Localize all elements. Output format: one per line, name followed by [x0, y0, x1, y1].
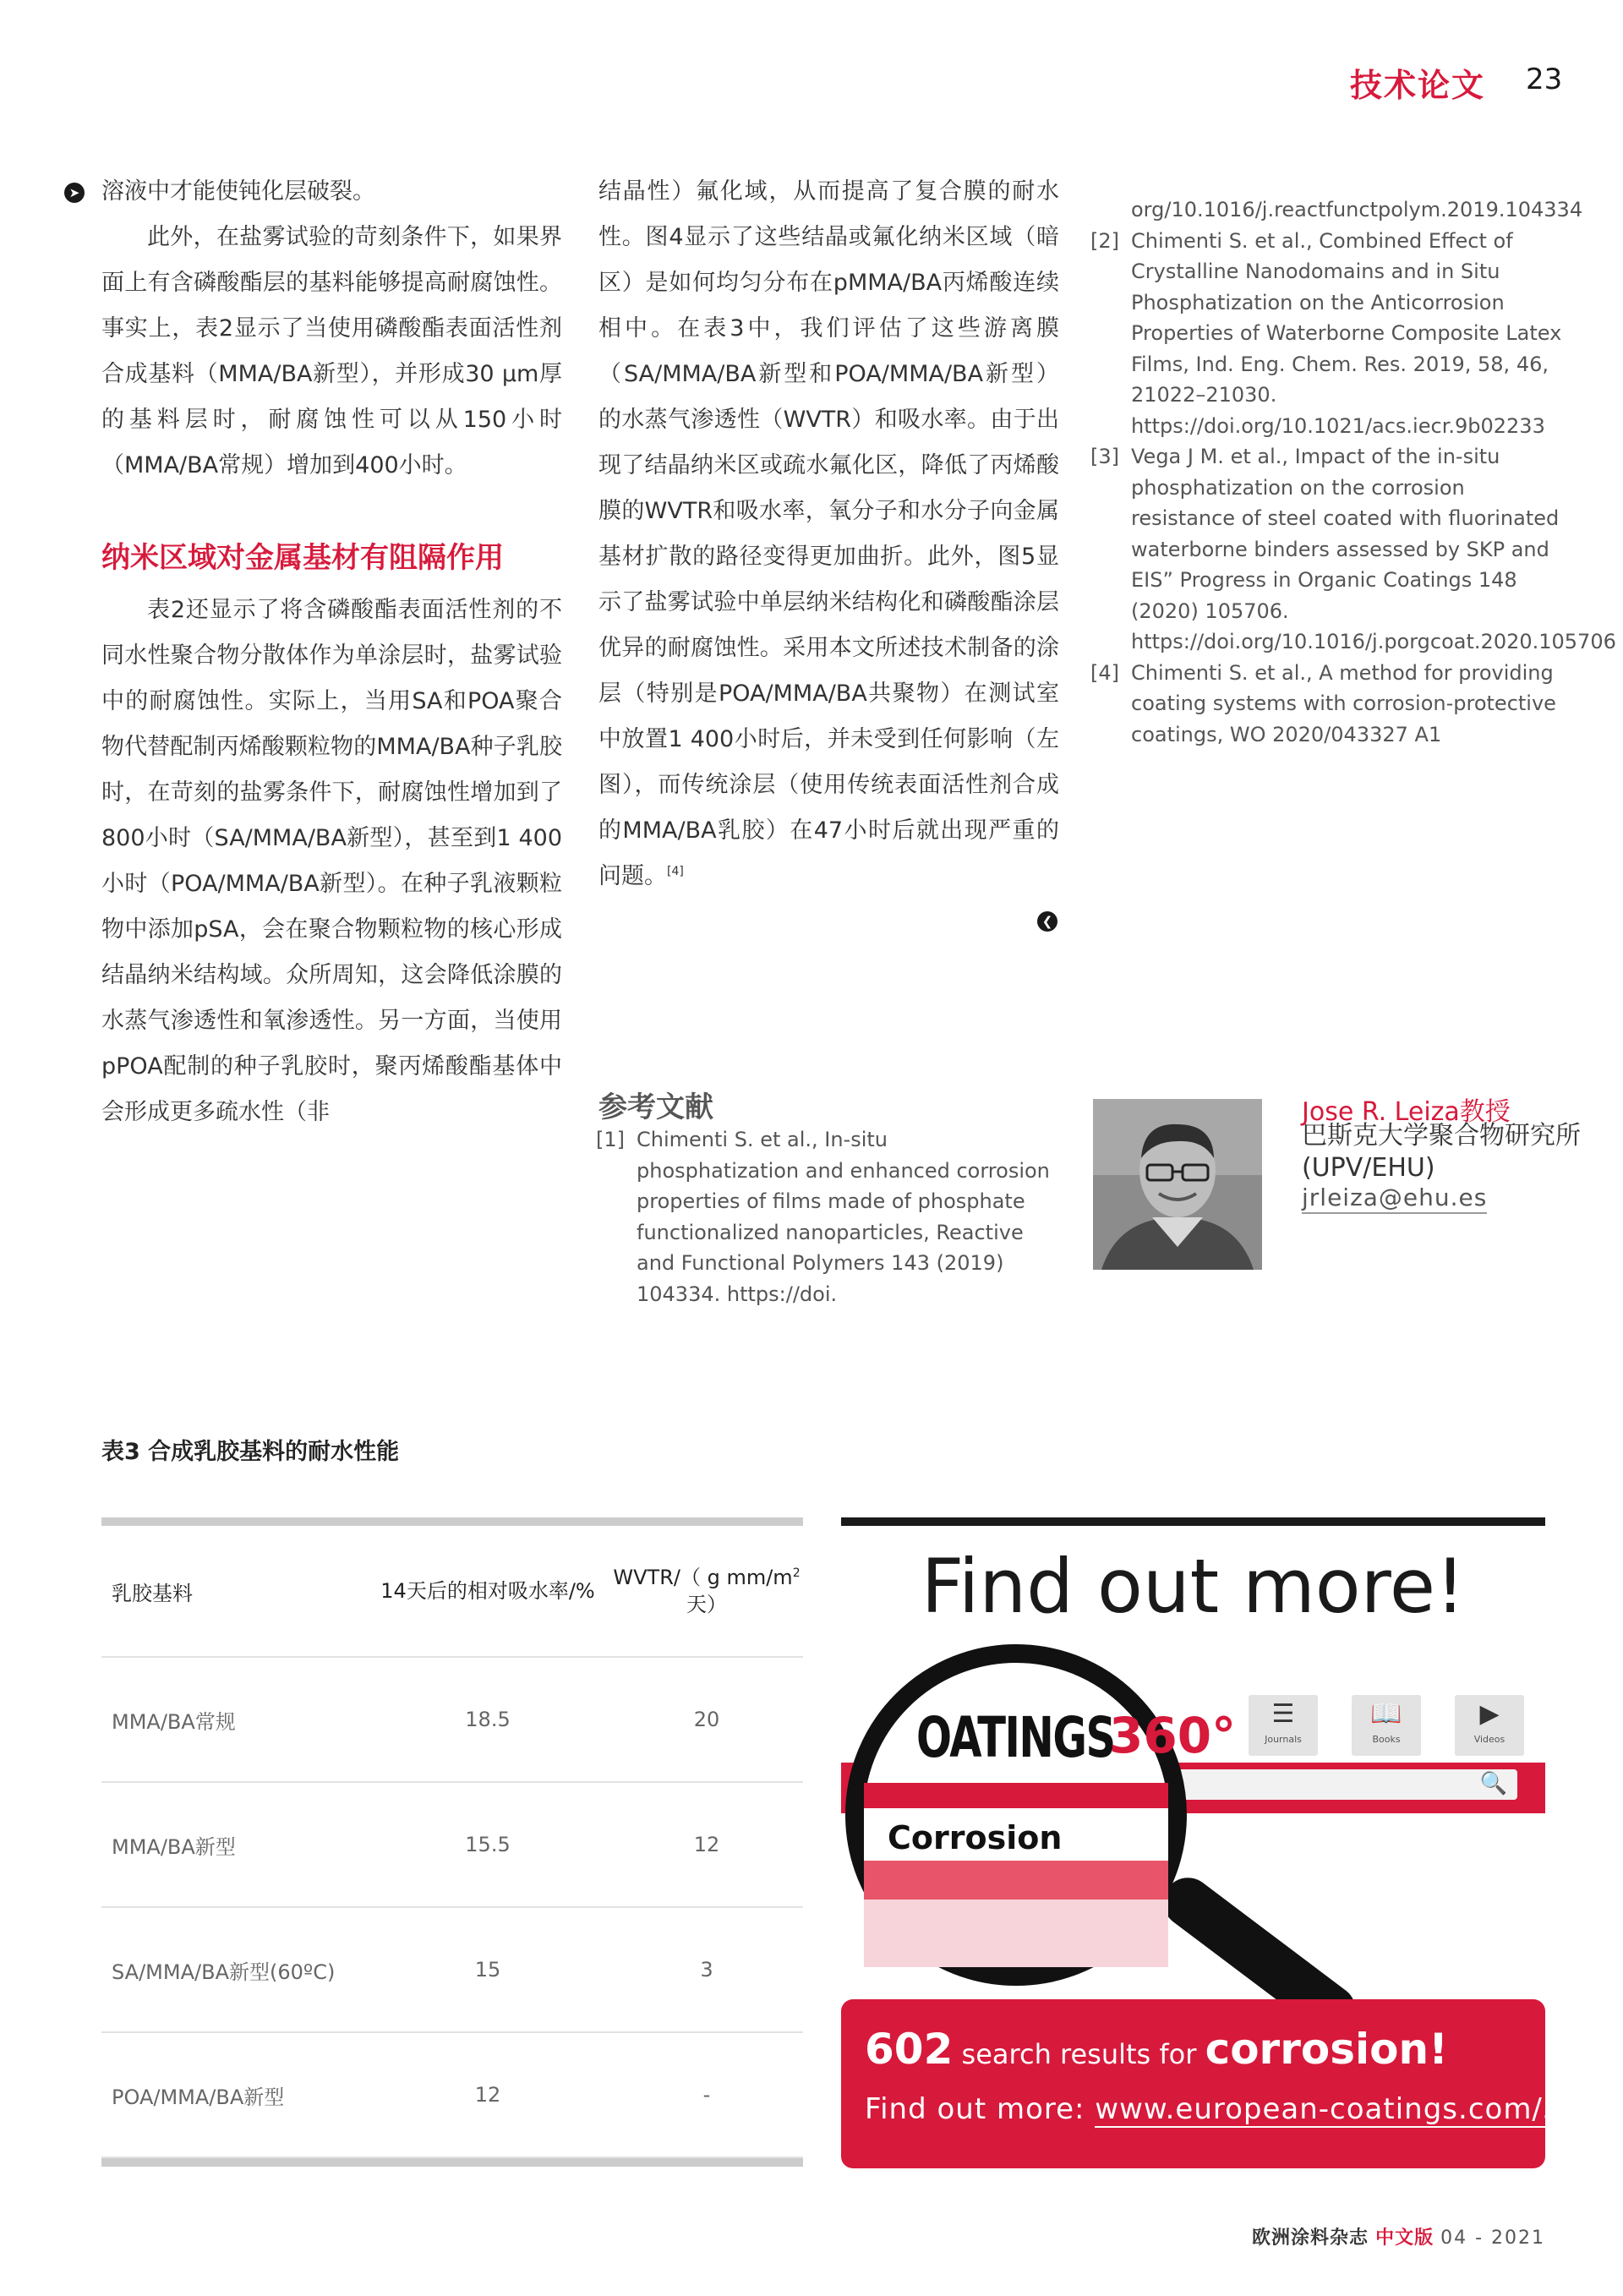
page-number: 23	[1526, 63, 1563, 96]
play-icon: ▶	[1479, 1699, 1500, 1729]
coatings-logo-number: 360°	[1109, 1707, 1237, 1764]
reference-text: org/10.1016/j.reactfunctpolym.2019.104334	[1131, 198, 1583, 221]
advertisement[interactable]	[841, 1517, 1600, 2168]
paragraph-text: 结晶性）氟化域，从而提高了复合膜的耐水性。图4显示了这些结晶或氟化纳米区域（暗区）是如何均匀分布在pMMA/BA丙烯酸连续相中。在表3中，我们评估了这些游离膜（SA/MMA/BA新型和POA/MMA/BA新型）的水蒸气渗透性（WVTR）和吸水率。由于出现了结晶纳米区或疏水氟化区，降低了丙烯酸膜的WVTR和吸水率，氧分子和水分子向金属基材扩散的路径变得更加曲折。此外，图5显示了盐雾试验中单层纳米结构化和磷酸酯涂层优异的耐腐蚀性。采用本文所述技术制备的涂层（特别是POA/MMA/BA共聚物）在测试室中放置1 400小时后，并未受到任何影响（左图），而传统涂层（使用传统表面活性剂合成的MMA/BA乳胶）在47小时后就出现严重的问题。	[598, 178, 1059, 889]
paragraph	[598, 169, 1059, 899]
lens-band	[864, 1900, 1168, 1967]
references-continued	[1090, 194, 1616, 750]
search-icon: 🔍	[1479, 1771, 1507, 1796]
reference-text: Chimenti S. et al., Combined Effect of Crystalline Nanodomains and in Situ Phosphatization on the Anticorrosion Properties of Waterborne Composite Latex Films, Ind. Eng. Chem. Res. 2019, 58, 46, 21022–21030. https://doi.org/10.1021/acs.iecr.9b02233	[1131, 228, 1562, 438]
reference-text: Chimenti S. et al., A method for providing coating systems with corrosion-protective coatings, WO 2020/043327 A1	[1131, 660, 1556, 746]
author-photo	[1093, 1099, 1262, 1270]
tile-label: Books	[1372, 1734, 1401, 1745]
table-cell: 3	[700, 1958, 713, 1982]
list-icon: ☰	[1271, 1699, 1295, 1729]
reference-item	[1090, 226, 1564, 442]
ad-url-line	[865, 2092, 1600, 2126]
reference-item	[1090, 658, 1564, 751]
reference-number: [4]	[1090, 660, 1119, 685]
table-cell: 18.5	[465, 1708, 511, 1731]
paragraph: 溶液中才能使钝化层破裂。	[101, 178, 375, 205]
table-cell: 15.5	[465, 1833, 511, 1856]
ad-title: Find out more!	[921, 1543, 1466, 1630]
column-header-sup: 2	[792, 1566, 801, 1580]
table-cell: MMA/BA新型	[112, 1834, 236, 1859]
continue-arrow-icon: ➤	[64, 183, 85, 203]
books-tile	[1352, 1695, 1421, 1756]
text-column-2	[598, 169, 1059, 899]
references-heading: 参考文献	[598, 1091, 713, 1124]
ad-nav	[1249, 1695, 1524, 1756]
ad-count-line	[865, 2025, 1448, 2074]
reference-item	[1090, 194, 1583, 226]
table-row	[101, 1908, 803, 2033]
table-cell: SA/MMA/BA新型(60ºC)	[112, 1960, 336, 1984]
paragraph: 表2还显示了将含磷酸酯表面活性剂的不同水性聚合物分散体作为单涂层时，盐雾试验中的耐腐蚀性。实际上，当用SA和POA聚合物代替配制丙烯酸颗粒物的MMA/BA种子乳胶时，在苛刻的盐雾条件下，耐腐蚀性增加到了800小时（SA/MMA/BA新型），甚至到1 400小时（POA/MMA/BA新型）。在种子乳液颗粒物中添加pSA，会在聚合物颗粒物的核心形成结晶纳米结构域。众所周知，这会降低涂膜的水蒸气渗透性和氧渗透性。另一方面，当使用pPOA配制的种子乳胶时，聚丙烯酸酯基体中会形成更多疏水性（非	[101, 597, 562, 1125]
result-text: search results for	[961, 2038, 1197, 2070]
lens-band	[864, 1861, 1168, 1900]
table-cell: -	[702, 2083, 711, 2107]
reference-text: Chimenti S. et al., In-situ phosphatization and enhanced corrosion properties of films made of phosphate functionalized nanoparticles, Reactive and Functional Polymers 143 (2019) 104334. https://doi.	[637, 1128, 1050, 1306]
author-institution: 巴斯克大学聚合物研究所(UPV/EHU)	[1302, 1121, 1581, 1183]
table-cell: MMA/BA常规	[112, 1709, 236, 1734]
ad-url-link[interactable]: www.european-coatings.com/360	[1095, 2092, 1600, 2126]
table-cell: 15	[474, 1958, 501, 1982]
reference-number: [3]	[1090, 445, 1119, 468]
footer-edition: 中文版	[1375, 2228, 1434, 2249]
footer-issue: 04 - 2021	[1440, 2228, 1545, 2249]
result-count: 602	[865, 2025, 954, 2074]
book-icon: 📖	[1370, 1699, 1402, 1729]
reference-item	[596, 1124, 1052, 1309]
author-email-link[interactable]: jrleiza@ehu.es	[1302, 1184, 1487, 1214]
table-header-row	[101, 1526, 803, 1658]
magnifier-lens-icon	[845, 1644, 1237, 1986]
column-header	[610, 1564, 803, 1618]
reference-number: [1]	[596, 1128, 625, 1151]
portrait-icon	[1093, 1099, 1262, 1270]
coatings-logo: OATINGS	[916, 1705, 1115, 1770]
footer-magazine: 欧洲涂料杂志	[1252, 2228, 1369, 2249]
column-header: 14天后的相对吸水率/%	[380, 1579, 595, 1603]
table-cell: POA/MMA/BA新型	[112, 2085, 285, 2109]
table-row	[101, 1658, 803, 1783]
paragraph: 此外，在盐雾试验的苛刻条件下，如果界面上有含磷酸酯层的基料能够提高耐腐蚀性。事实上，表2显示了当使用磷酸酯表面活性剂合成基料（MMA/BA新型），并形成30 μm厚的基料层时，耐腐蚀性可以从150小时（MMA/BA常规）增加到400小时。	[101, 224, 562, 478]
ad-cta-box	[841, 1999, 1600, 2168]
journals-tile	[1249, 1695, 1318, 1756]
lens-search-word: Corrosion	[888, 1819, 1063, 1856]
tile-label: Videos	[1473, 1734, 1506, 1745]
citation-ref: [4]	[667, 865, 684, 878]
column-header: 乳胶基料	[112, 1581, 193, 1605]
references-list	[596, 1124, 1052, 1309]
url-prefix: Find out more:	[865, 2092, 1085, 2126]
column-header-text: WVTR/（ g mm/m	[613, 1566, 793, 1589]
result-keyword: corrosion!	[1205, 2025, 1448, 2074]
videos-tile	[1455, 1695, 1524, 1756]
reference-item	[1090, 441, 1616, 658]
reference-number: [2]	[1090, 228, 1119, 253]
author-name: Jose R. Leiza教授	[1302, 1097, 1511, 1127]
section-heading: 纳米区域对金属基材有阻隔作用	[101, 541, 504, 575]
section-title: 技术论文	[1350, 67, 1486, 104]
table-cell: 12	[474, 2083, 501, 2107]
data-table	[101, 1517, 803, 2167]
table-row	[101, 2033, 803, 2158]
table-top-rule	[101, 1517, 803, 1526]
lens-band	[864, 1783, 1168, 1808]
column-header-text: 天）	[686, 1593, 727, 1616]
footer	[1252, 2223, 1545, 2250]
back-arrow-icon: ❮	[1037, 911, 1057, 932]
table-caption: 表3 合成乳胶基料的耐水性能	[101, 1439, 400, 1465]
ad-top-rule	[841, 1517, 1545, 1526]
reference-text: Vega J M. et al., Impact of the in-situ phosphatization on the corrosion resistance of steel coated with fluorinated waterborne binders assessed by SKP and EIS” Progress in Organic Coatings 148 (2020) 105706. https://doi.org/10.1016/j.porgcoat.2020.105706	[1131, 445, 1616, 653]
tile-label: Journals	[1265, 1734, 1302, 1745]
table-cell: 20	[693, 1708, 720, 1731]
table-cell: 12	[693, 1833, 720, 1856]
table-row	[101, 1783, 803, 1908]
text-column-1	[101, 169, 562, 1135]
table-bottom-rule	[101, 2158, 803, 2167]
lens-content	[864, 1663, 1237, 1967]
